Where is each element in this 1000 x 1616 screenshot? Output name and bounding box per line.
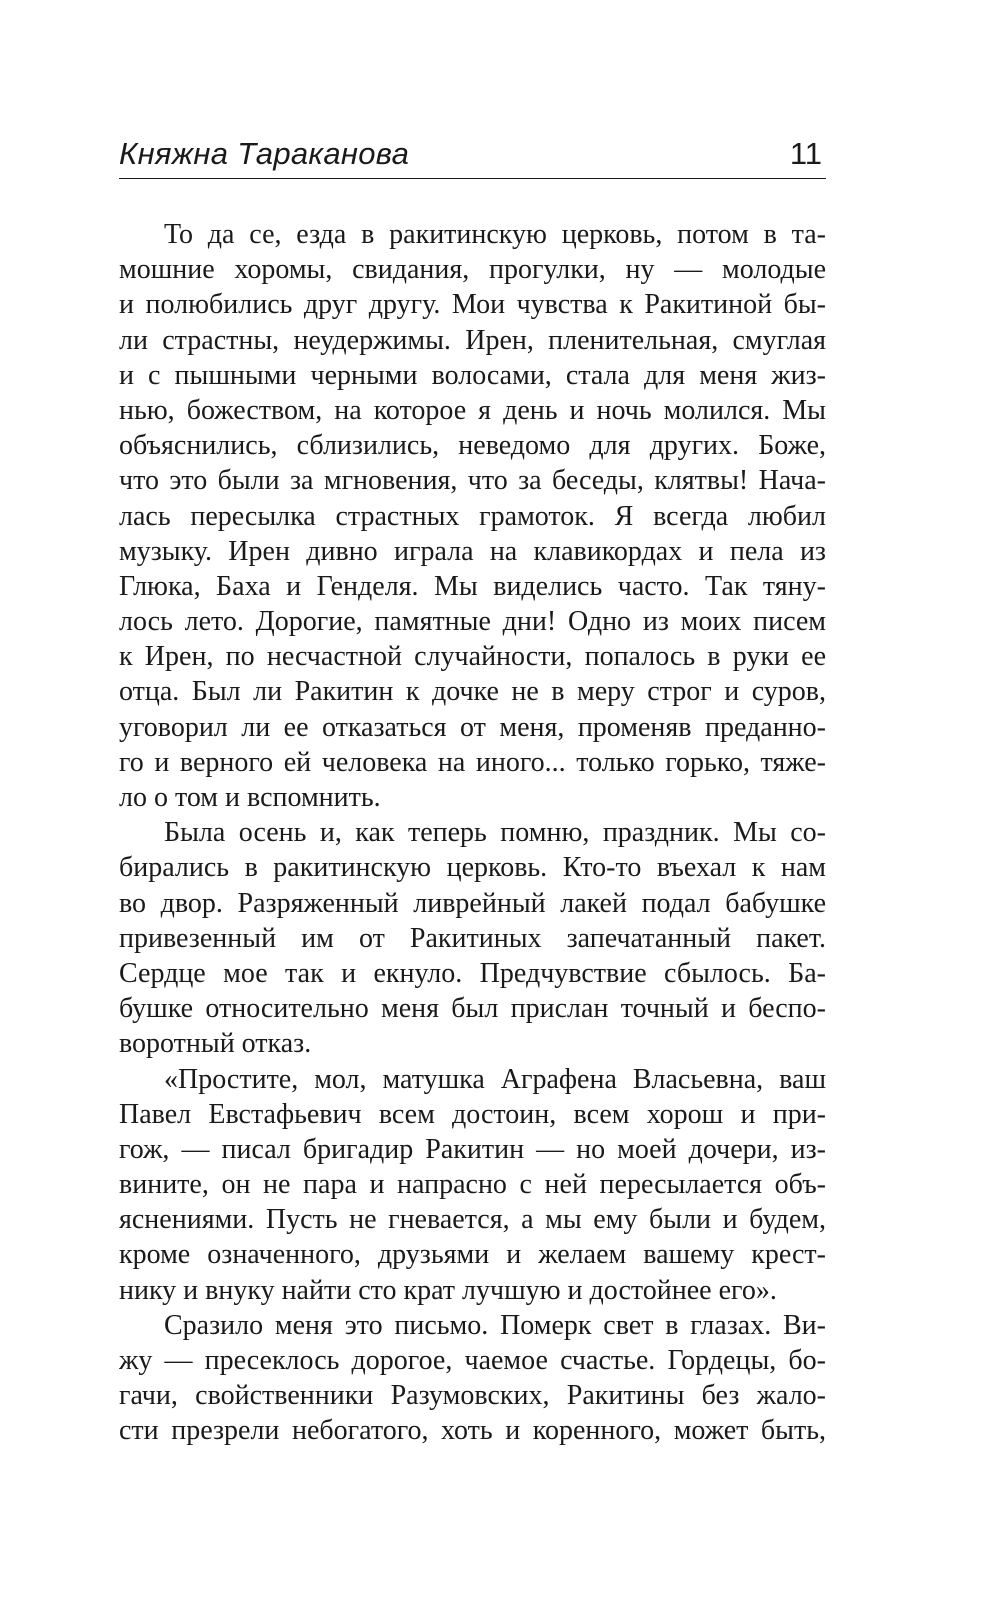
text-line: ло о том и вспомнить.: [119, 782, 381, 813]
text-line: Павел Евстафьевич всем достоин, всем хорош и при-: [119, 1098, 826, 1130]
text-line: во двор. Разряженный ливрейный лакей подал бабушке: [119, 887, 826, 919]
text-line: сти презрели небогатого, хоть и коренного, может быть,: [119, 1415, 826, 1447]
text-line: гачи, свойственники Разумовских, Ракитины без жало-: [119, 1380, 826, 1412]
text-line: привезенный им от Ракитиных запечатанный пакет.: [119, 922, 826, 954]
text-line: к Ирен, по несчастной случайности, попалось в руки ее: [119, 641, 826, 673]
running-head: [119, 134, 826, 179]
text-line: отца. Был ли Ракитин к дочке не в меру строг и суров,: [119, 676, 826, 708]
text-line: Сразило меня это письмо. Померк свет в глазах. Ви-: [164, 1309, 826, 1341]
text-line: яснениями. Пусть не гневается, а мы ему были и будем,: [119, 1204, 826, 1236]
text-line: и с пышными черными волосами, стала для меня жиз-: [119, 359, 826, 391]
text-line: го и верного ей человека на иного... только горько, тяже-: [119, 746, 826, 778]
text-line: лось лето. Дорогие, памятные дни! Одно из моих писем: [119, 606, 826, 638]
running-title: Княжна Тараканова: [119, 136, 410, 171]
text-line: что это были за мгновения, что за беседы, клятвы! Нача-: [119, 465, 826, 497]
text-line: ли страстны, неудержимы. Ирен, пленительная, смуглая: [119, 324, 826, 356]
text-line: бирались в ракитинскую церковь. Кто-то въехал к нам: [119, 852, 826, 884]
text-line: бушке относительно меня был прислан точный и беспо-: [119, 993, 826, 1025]
paragraph-1: [119, 217, 826, 815]
text-line: воротный отказ.: [119, 1028, 312, 1060]
text-line: жу — пресеклось дорогое, чаемое счастье. Гордецы, бо-: [119, 1345, 826, 1376]
text-line: кроме означенного, друзьями и желаем вашему крест-: [119, 1239, 826, 1271]
paragraph-2: [119, 815, 826, 1061]
text-line: нику и внуку найти сто крат лучшую и достойнее его».: [119, 1274, 777, 1306]
text-line: То да се, езда в ракитинскую церковь, потом в та-: [164, 219, 826, 250]
text-line: Сердце мое так и екнуло. Предчувствие сбылось. Ба-: [119, 957, 826, 989]
text-line: уговорил ли ее отказаться от меня, променяв преданно-: [119, 711, 826, 743]
text-line: «Простите, мол, матушка Аграфена Власьевна, ваш: [164, 1063, 826, 1095]
page-number: 11: [789, 136, 822, 171]
text-line: Была осень и, как теперь помню, праздник. Мы со-: [164, 817, 826, 849]
paragraph-3: [119, 1062, 826, 1308]
text-line: объяснились, сблизились, неведомо для других. Боже,: [119, 430, 826, 462]
text-body: [119, 217, 826, 1449]
text-line: гож, — писал бригадир Ракитин — но моей дочери, из-: [119, 1133, 826, 1165]
text-line: нью, божеством, на которое я день и ночь молился. Мы: [119, 394, 826, 426]
text-line: музыку. Ирен дивно играла на клавикордах и пела из: [119, 535, 826, 567]
text-line: Глюка, Баха и Генделя. Мы виделись часто. Так тяну-: [119, 570, 826, 602]
text-line: вините, он не пара и напрасно с ней пересылается объ-: [119, 1169, 826, 1201]
text-line: и полюбились друг другу. Мои чувства к Ракитиной бы-: [119, 289, 826, 321]
paragraph-4: [119, 1308, 826, 1449]
text-line: мошние хоромы, свидания, прогулки, ну — молодые: [119, 254, 826, 286]
text-line: лась пересылка страстных грамоток. Я всегда любил: [119, 500, 826, 532]
